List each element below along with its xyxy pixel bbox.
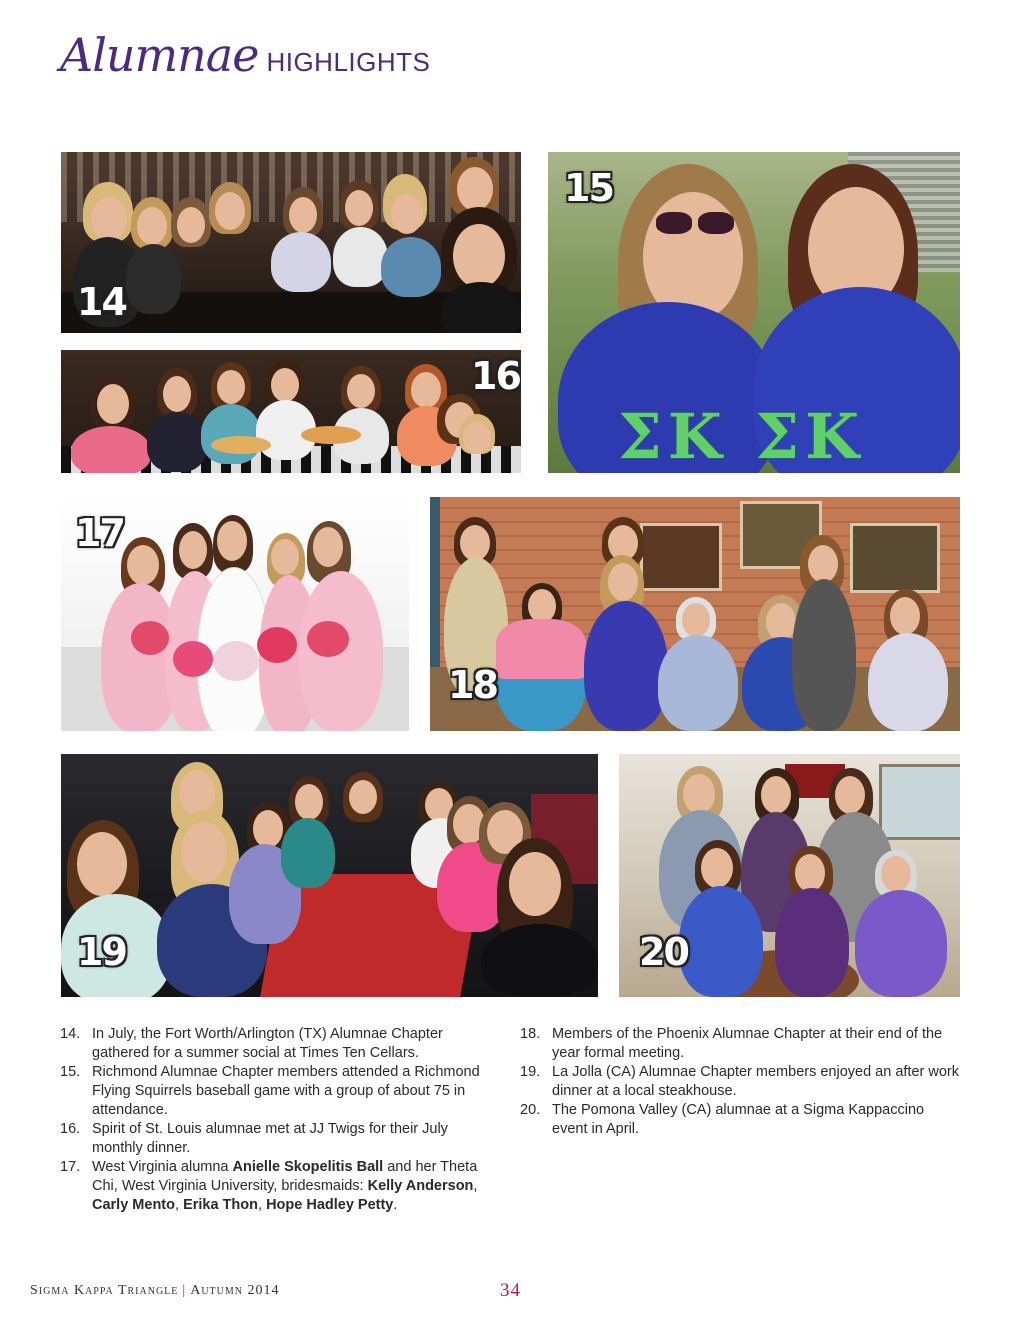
caption-number: 15. [60, 1064, 81, 1080]
caption-separator: , [175, 1197, 184, 1213]
caption-item [60, 1025, 500, 1063]
caption-end: . [393, 1197, 398, 1213]
photo-number: 19 [77, 930, 126, 974]
photo-14 [61, 152, 521, 333]
photo-number: 14 [77, 280, 126, 324]
footer-publication: Sigma Kappa Triangle [30, 1283, 179, 1298]
caption-number: 20. [520, 1102, 541, 1118]
photo-number: 17 [75, 511, 124, 555]
caption-text: Richmond Alumnae Chapter members attended a Richmond Flying Squirrels baseball game with a group of about 75 in attendance. [92, 1064, 480, 1118]
footer-separator: | [182, 1283, 187, 1298]
caption-number: 19. [520, 1064, 541, 1080]
caption-name-bride: Anielle Skopelitis Ball [232, 1159, 384, 1175]
shirt-letters: ΣΚ ΣΚ [618, 400, 866, 473]
caption-item [520, 1063, 960, 1101]
captions-right-column [520, 1025, 960, 1139]
caption-item [520, 1025, 960, 1063]
caption-name-bridesmaid: Carly Mento [92, 1197, 175, 1213]
photo-15 [548, 152, 960, 473]
caption-text [92, 1158, 500, 1215]
caption-text-segment: West Virginia alumna [92, 1159, 233, 1175]
caption-number: 17. [60, 1159, 81, 1175]
caption-number: 18. [520, 1026, 541, 1042]
caption-name-bridesmaid: Hope Hadley Petty [266, 1197, 394, 1213]
photo-number: 20 [639, 930, 688, 974]
photo-16 [61, 350, 521, 473]
caption-text: La Jolla (CA) Alumnae Chapter members enjoyed an after work dinner at a local steakhouse. [552, 1064, 959, 1099]
photo-17 [61, 497, 409, 731]
caption-text-segment: and her Theta Chi, West Virginia University, bridesmaids: [92, 1159, 478, 1194]
caption-number: 14. [60, 1026, 81, 1042]
captions-left-column [60, 1025, 500, 1215]
caption-text: The Pomona Valley (CA) alumnae at a Sigma Kappaccino event in April. [552, 1102, 925, 1137]
caption-item [60, 1063, 500, 1120]
caption-number: 16. [60, 1121, 81, 1137]
caption-text: Members of the Phoenix Alumnae Chapter at their end of the year formal meeting. [552, 1026, 943, 1061]
caption-text: Spirit of St. Louis alumnae met at JJ Twigs for their July monthly dinner. [92, 1121, 448, 1156]
caption-separator: , [258, 1197, 267, 1213]
photo-20 [619, 754, 960, 997]
caption-item [60, 1120, 500, 1158]
photo-number: 15 [564, 166, 613, 210]
photo-18 [430, 497, 960, 731]
photo-number: 18 [448, 663, 497, 707]
caption-separator: , [473, 1178, 478, 1194]
caption-item [520, 1101, 960, 1139]
caption-name-bridesmaid: Kelly Anderson [367, 1178, 474, 1194]
header-script-word: Alumnae [60, 28, 259, 82]
footer [30, 1283, 279, 1299]
photo-19 [61, 754, 598, 997]
page-number: 34 [500, 1280, 521, 1301]
caption-item [60, 1158, 500, 1215]
caption-text: In July, the Fort Worth/Arlington (TX) Alumnae Chapter gathered for a summer social at Times Ten Cellars. [92, 1026, 443, 1061]
photo-number: 16 [471, 354, 520, 398]
caption-name-bridesmaid: Erika Thon [183, 1197, 258, 1213]
footer-issue: Autumn 2014 [190, 1283, 280, 1298]
header-caps-word: HIGHLIGHTS [266, 47, 431, 77]
page-header [60, 28, 430, 88]
